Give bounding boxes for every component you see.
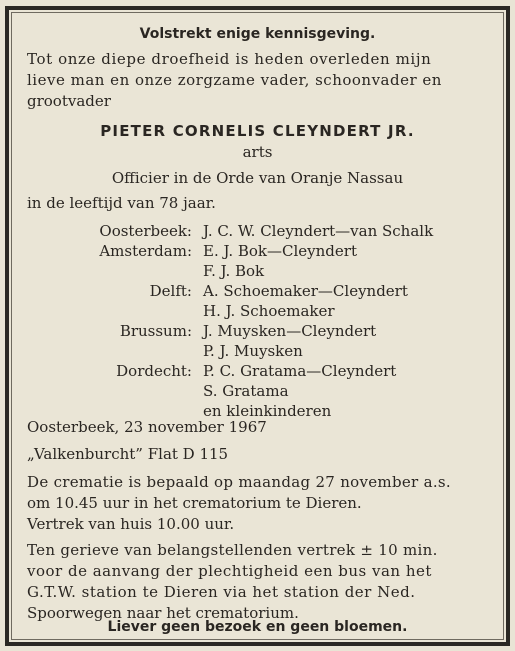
relative-name: en kleinkinderen [203, 402, 332, 420]
cremation-line-1: De crematie is bepaald op maandag 27 november a.s. [27, 473, 451, 491]
relative-name: J. Muysken—Cleyndert [203, 322, 377, 340]
transport-line-2: voor de aanvang der plechtigheid een bus van het [27, 562, 432, 580]
relative-name: S. Gratama [203, 382, 289, 400]
transport-line-3: G.T.W. station te Dieren via het station der Ned. [27, 583, 416, 601]
deceased-name: PIETER CORNELIS CLEYNDERT JR. [100, 122, 415, 140]
intro-line-3: grootvader [27, 92, 111, 110]
relative-name: H. J. Schoemaker [203, 302, 335, 320]
deceased-honour: Officier in de Orde van Oranje Nassau [111, 169, 404, 187]
intro-line-1: Tot onze diepe droefheid is heden overleden mijn [27, 50, 432, 68]
relative-place: Oosterbeek: [99, 222, 192, 240]
relative-name: E. J. Bok—Cleyndert [203, 242, 357, 260]
relative-name: P. J. Muysken [203, 342, 303, 360]
relative-name: A. Schoemaker—Cleyndert [203, 282, 408, 300]
relative-name: J. C. W. Cleyndert—van Schalk [203, 222, 434, 240]
relative-name: F. J. Bok [203, 262, 265, 280]
address: „Valkenburcht” Flat D 115 [27, 445, 229, 463]
transport-line-1: Ten gerieve van belangstellenden vertrek ± 10 min. [27, 541, 438, 559]
relative-name: P. C. Gratama—Cleyndert [203, 362, 397, 380]
death-notice [5, 6, 510, 646]
relative-place: Brussum: [119, 322, 192, 340]
cremation-line-3: Vertrek van huis 10.00 uur. [27, 515, 235, 533]
intro-line-2: lieve man en onze zorgzame vader, schoonvader en [27, 71, 442, 89]
cremation-line-2: om 10.45 uur in het crematorium te Dieren. [27, 494, 362, 512]
relative-place: Dordecht: [116, 362, 192, 380]
notice-inner-border [11, 12, 504, 640]
closing-line: Liever geen bezoek en geen bloemen. [107, 619, 408, 635]
relative-place: Amsterdam: [99, 242, 192, 260]
deceased-age: in de leeftijd van 78 jaar. [27, 194, 216, 212]
relative-place: Delft: [149, 282, 192, 300]
place-date: Oosterbeek, 23 november 1967 [27, 418, 267, 436]
deceased-profession: arts [242, 143, 273, 161]
notice-header: Volstrekt enige kennisgeving. [139, 26, 376, 42]
transport-line-4: Spoorwegen naar het crematorium. [27, 604, 299, 622]
